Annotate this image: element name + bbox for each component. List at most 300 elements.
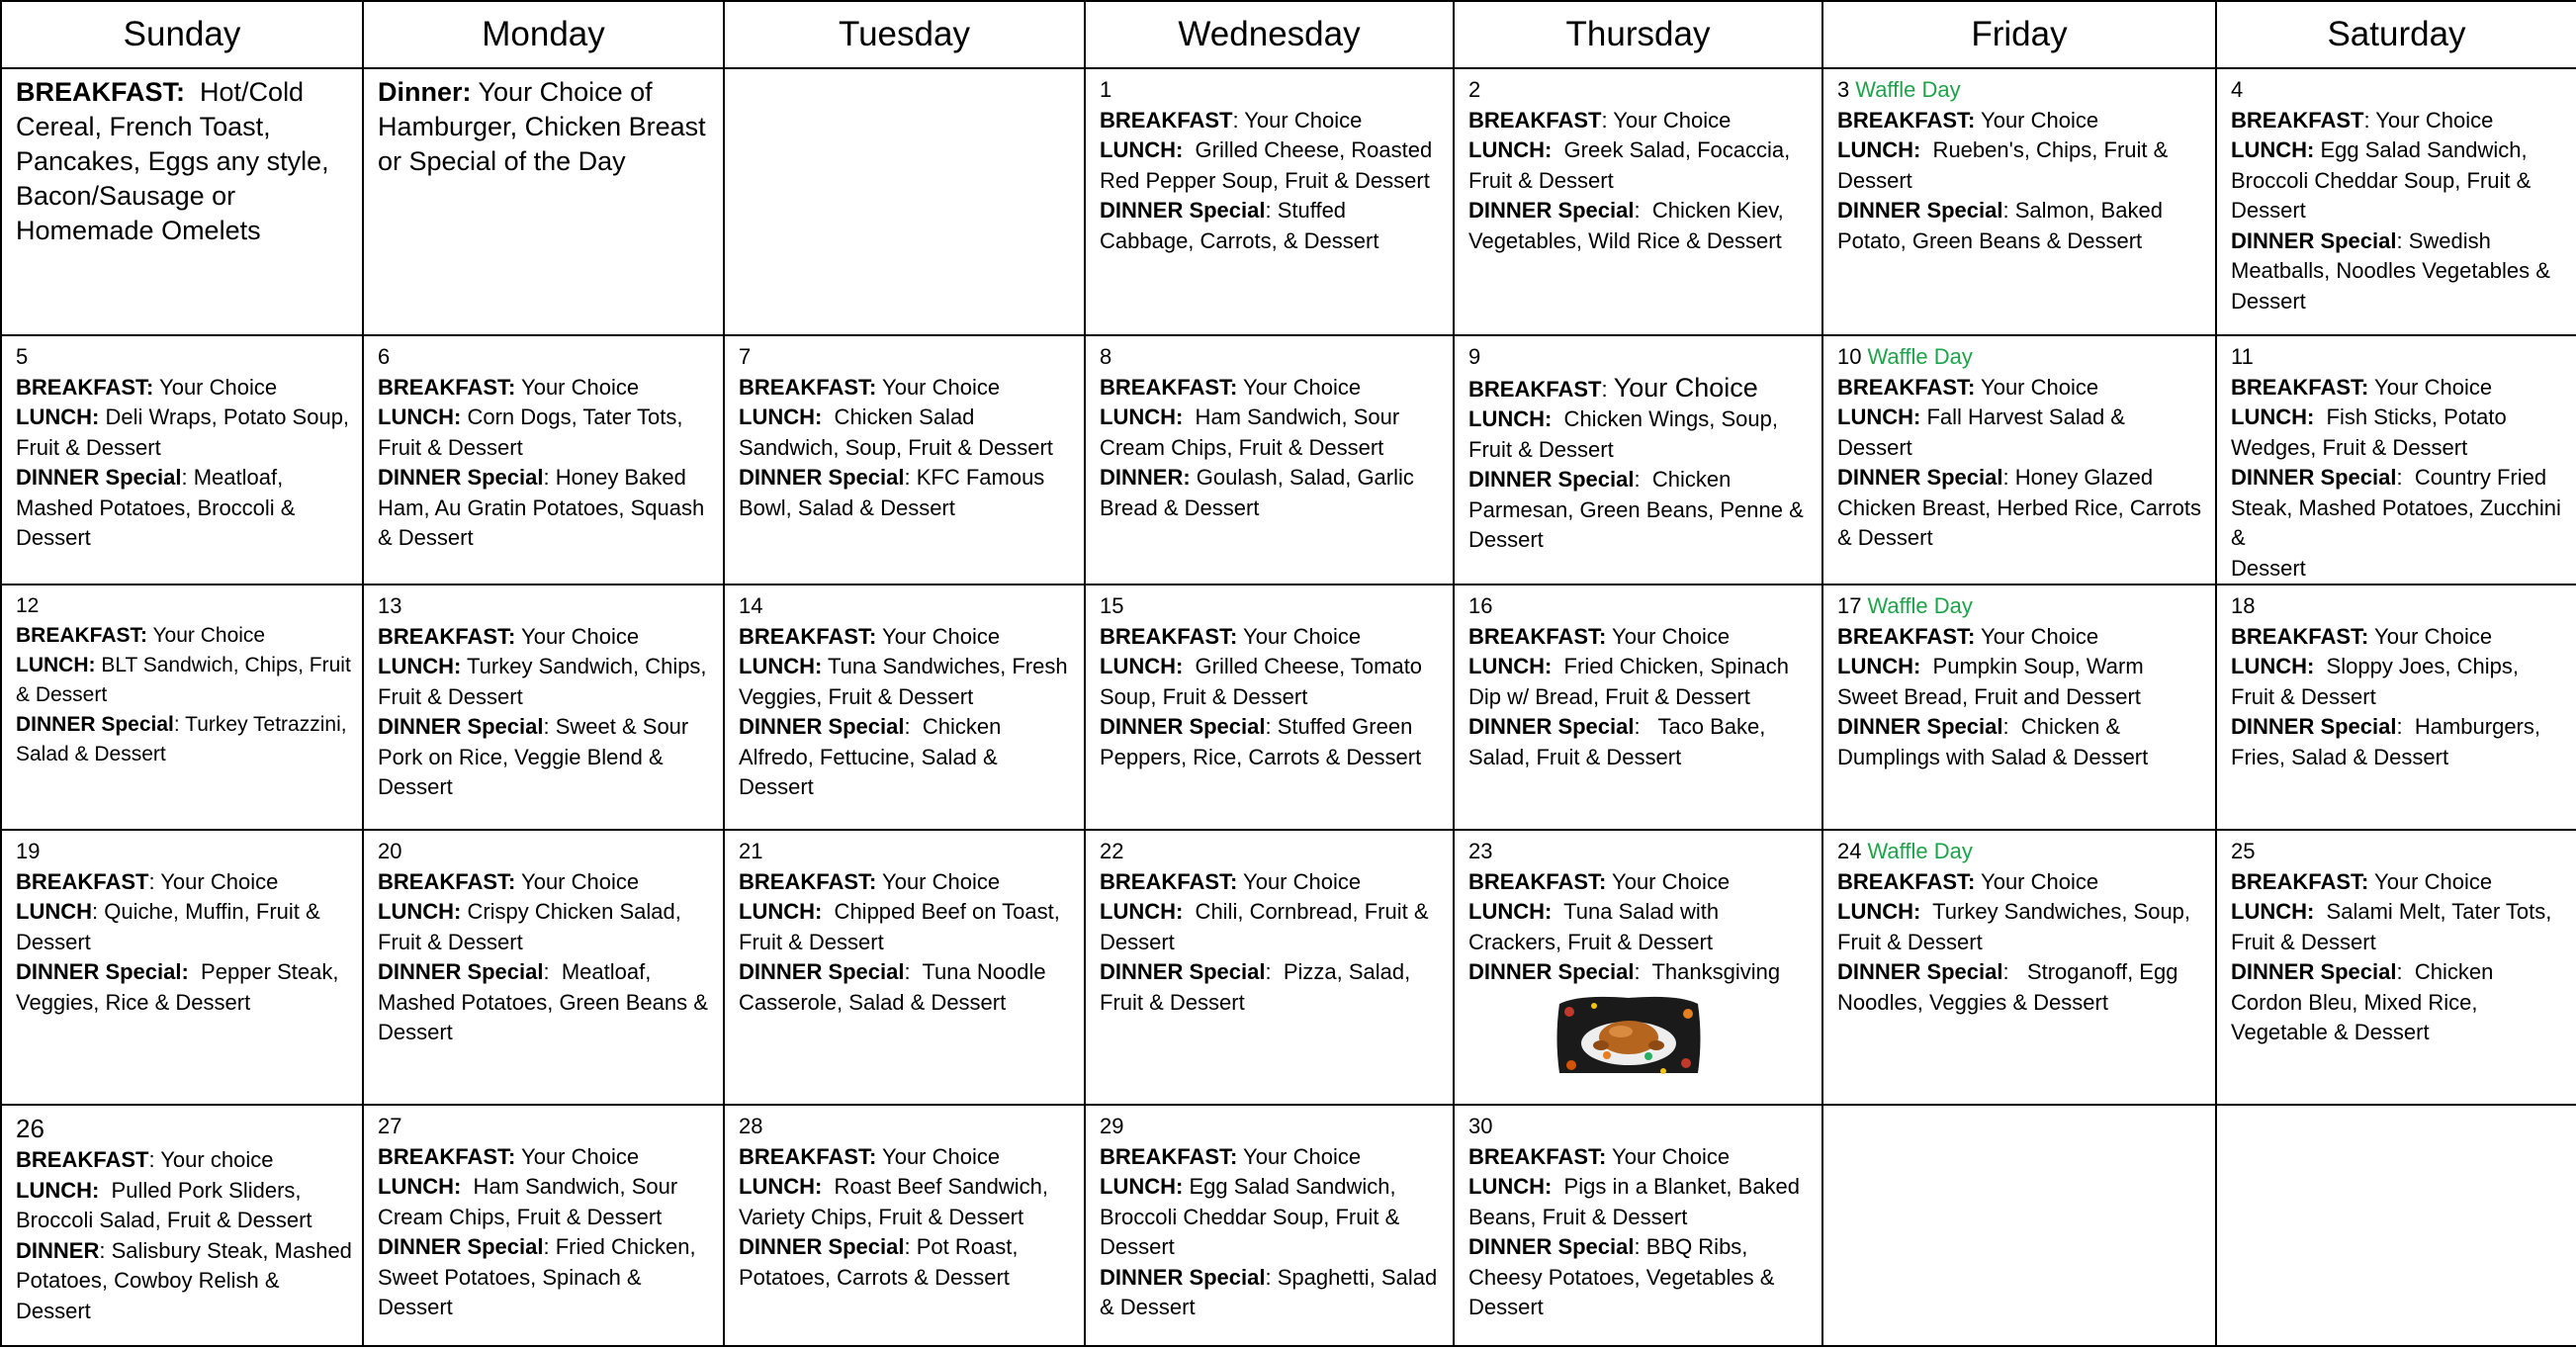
day-number-text: 9 xyxy=(1468,344,1481,369)
menu-line xyxy=(739,463,1074,523)
meal-label: LUNCH: xyxy=(16,1177,100,1203)
meal-label: LUNCH: xyxy=(739,405,823,429)
menu-line xyxy=(1837,867,2205,898)
day-number xyxy=(2231,591,2566,622)
menu-line xyxy=(378,463,713,554)
menu-line xyxy=(1468,622,1812,653)
empty-day-cell xyxy=(1822,1105,2216,1346)
day-cell xyxy=(1,585,363,830)
meal-label: BREAKFAST: xyxy=(1837,623,1976,649)
meal-label: LUNCH: xyxy=(378,899,462,924)
meal-label: DINNER Special xyxy=(378,959,544,984)
menu-line xyxy=(2231,135,2566,226)
header-monday: Monday xyxy=(363,1,724,68)
meal-text: Pigs in a Blanket, Baked Beans, Fruit & Dessert xyxy=(1468,1174,1807,1229)
menu-line xyxy=(1100,1263,1443,1323)
day-number xyxy=(739,1112,1074,1142)
menu-line xyxy=(1100,957,1443,1018)
day-number-text: 28 xyxy=(739,1114,763,1138)
menu-line xyxy=(378,1142,713,1173)
menu-line xyxy=(378,957,713,1048)
day-number xyxy=(739,591,1074,622)
meal-text: Dessert xyxy=(2231,555,2306,581)
day-cell xyxy=(1454,335,1822,585)
day-cell xyxy=(724,335,1085,585)
menu-line xyxy=(1100,712,1443,772)
meal-label: BREAKFAST: xyxy=(1837,868,1976,894)
note-text: Your Choice of Hamburger, Chicken Breast or Special of the Day xyxy=(378,77,706,176)
day-number-text: 15 xyxy=(1100,593,1124,618)
meal-text: Turkey Sandwich, Chips, Fruit & Dessert xyxy=(378,654,713,709)
day-number xyxy=(1837,342,2205,373)
meal-label: DINNER Special xyxy=(2231,959,2397,984)
meal-label: LUNCH: xyxy=(1468,137,1553,162)
day-cell xyxy=(363,830,724,1105)
day-number xyxy=(1837,75,2205,106)
meal-text: Roast Beef Sandwich, Variety Chips, Fruit & Dessert xyxy=(739,1174,1055,1229)
day-number-text: 23 xyxy=(1468,839,1493,863)
menu-line xyxy=(739,1232,1074,1293)
menu-line xyxy=(2231,106,2566,136)
meal-text: Grilled Cheese, Roasted Red Pepper Soup, Fruit & Dessert xyxy=(1100,137,1439,193)
day-number-text: 4 xyxy=(2231,77,2244,102)
meal-label: LUNCH: xyxy=(1468,1174,1553,1199)
menu-line xyxy=(1100,196,1443,256)
menu-line xyxy=(1100,373,1443,404)
meal-label: LUNCH: xyxy=(739,899,823,924)
menu-line xyxy=(2231,712,2566,772)
menu-line xyxy=(16,867,352,898)
day-number xyxy=(1100,75,1443,106)
meal-label: LUNCH: xyxy=(1468,406,1553,431)
meal-text: Salami Melt, Tater Tots, Fruit & Dessert xyxy=(2231,899,2558,954)
meal-label: BREAKFAST xyxy=(16,868,149,894)
menu-line xyxy=(1468,196,1812,256)
menu-line xyxy=(2231,226,2566,317)
day-cell xyxy=(1,335,363,585)
waffle-day-badge: Waffle Day xyxy=(1855,77,1961,102)
meal-text: : Meatloaf, Mashed Potatoes, Broccoli & Dessert xyxy=(16,465,302,550)
meal-label: BREAKFAST: xyxy=(378,868,516,894)
day-cell xyxy=(1822,335,2216,585)
day-number-text: 13 xyxy=(378,593,402,618)
menu-line xyxy=(739,712,1074,803)
meal-text: : Stroganoff, Egg Noodles, Veggies & Dessert xyxy=(1837,959,2184,1015)
day-number-text: 16 xyxy=(1468,593,1493,618)
day-cell xyxy=(1,830,363,1105)
meal-text: Tuna Sandwiches, Fresh Veggies, Fruit & Dessert xyxy=(739,654,1074,709)
meal-text: Your Choice xyxy=(876,374,1001,400)
meal-text: Rueben's, Chips, Fruit & Dessert xyxy=(1837,137,2175,193)
meal-label: LUNCH: xyxy=(1837,137,1921,162)
menu-line xyxy=(2231,652,2566,712)
day-number xyxy=(16,591,352,621)
day-cell xyxy=(1085,335,1454,585)
day-cell xyxy=(1822,68,2216,335)
day-number xyxy=(378,591,713,622)
meal-text: : Chicken Cordon Bleu, Mixed Rice, Vegetable & Dessert xyxy=(2231,959,2500,1044)
menu-line xyxy=(1100,135,1443,196)
meal-text: Chicken Wings, Soup, Fruit & Dessert xyxy=(1468,406,1785,462)
meal-text: Sloppy Joes, Chips, Fruit & Dessert xyxy=(2231,654,2526,709)
meal-text: Your Choice xyxy=(1975,107,2099,133)
day-number xyxy=(739,342,1074,373)
meal-text: Chili, Cornbread, Fruit & Dessert xyxy=(1100,899,1435,954)
meal-label: DINNER Special xyxy=(1837,959,2003,984)
meal-text: : Sweet & Sour Pork on Rice, Veggie Blend & Dessert xyxy=(378,714,695,799)
menu-line xyxy=(1837,897,2205,957)
meal-text: : Chicken & Dumplings with Salad & Dessert xyxy=(1837,714,2149,769)
meal-text: Your Choice xyxy=(515,374,640,400)
menu-line xyxy=(1468,712,1812,772)
day-number xyxy=(16,837,352,867)
day-number-text: 17 xyxy=(1837,593,1862,618)
meal-text: Goulash, Salad, Garlic Bread & Dessert xyxy=(1100,465,1421,520)
thanksgiving-turkey-icon xyxy=(1550,994,1708,1083)
meal-text: : Tuna Noodle Casserole, Salad & Dessert xyxy=(739,959,1052,1015)
meal-label: BREAKFAST xyxy=(1468,376,1602,402)
day-number xyxy=(1468,837,1812,867)
meal-text: : Stuffed Green Peppers, Rice, Carrots & Dessert xyxy=(1100,714,1422,769)
day-number-text: 25 xyxy=(2231,839,2256,863)
day-number xyxy=(1837,591,2205,622)
meal-label: BREAKFAST: xyxy=(16,374,154,400)
day-number-text: 27 xyxy=(378,1114,402,1138)
meal-label: BREAKFAST: xyxy=(739,1143,877,1169)
menu-line xyxy=(1837,652,2205,712)
meal-text: : Your Choice xyxy=(148,868,279,894)
day-cell xyxy=(2216,830,2576,1105)
menu-line xyxy=(1837,622,2205,653)
empty-day-cell xyxy=(724,68,1085,335)
meal-label: LUNCH: xyxy=(739,1174,823,1199)
day-number-text: 1 xyxy=(1100,77,1112,102)
meal-label: BREAKFAST xyxy=(1468,107,1602,133)
meal-label: DINNER Special xyxy=(2231,465,2397,490)
meal-text: : Your Choice xyxy=(1601,107,1732,133)
meal-label: LUNCH: xyxy=(378,654,462,678)
menu-line xyxy=(16,433,352,464)
menu-line xyxy=(1468,957,1812,988)
meal-text: : Pizza, Salad, Fruit & Dessert xyxy=(1100,959,1417,1015)
day-cell xyxy=(1454,830,1822,1105)
menu-line xyxy=(16,463,352,554)
meal-label: DINNER Special xyxy=(1837,198,2003,223)
day-number xyxy=(1100,591,1443,622)
meal-text: Your Choice xyxy=(2368,374,2493,400)
day-number-text: 3 xyxy=(1837,77,1850,102)
meal-text: : Spaghetti, Salad & Dessert xyxy=(1100,1264,1444,1319)
meal-text: Tuna Salad with Crackers, Fruit & Dessert xyxy=(1468,899,1726,954)
menu-line xyxy=(1837,196,2205,256)
meal-label: LUNCH: xyxy=(16,654,96,676)
meal-text: : Salmon, Baked Potato, Green Beans & Dessert xyxy=(1837,198,2170,253)
meal-label: DINNER Special xyxy=(1468,959,1635,984)
menu-line xyxy=(739,403,1074,463)
menu-line xyxy=(1837,463,2208,554)
meal-text: : Chicken Alfredo, Fettucine, Salad & Dessert xyxy=(739,714,1007,799)
menu-line xyxy=(1837,712,2205,772)
meal-label: DINNER Special xyxy=(739,714,905,739)
meal-label: LUNCH: xyxy=(1837,405,1921,429)
meal-text: Your Choice xyxy=(1613,372,1758,403)
menu-line xyxy=(2231,373,2566,404)
menu-line xyxy=(1100,106,1443,136)
header-saturday: Saturday xyxy=(2216,1,2576,68)
day-cell xyxy=(1085,68,1454,335)
meal-text: : Chicken Kiev, Vegetables, Wild Rice & Dessert xyxy=(1468,198,1790,253)
waffle-day-badge: Waffle Day xyxy=(1867,839,1973,863)
note-label: Dinner: xyxy=(378,77,472,107)
menu-line xyxy=(378,897,713,957)
meal-text: Deli Wraps, Potato Soup, xyxy=(99,405,350,429)
menu-line xyxy=(1837,135,2205,196)
menu-line xyxy=(2231,622,2566,653)
day-number xyxy=(2231,342,2566,373)
day-cell xyxy=(2216,68,2576,335)
meal-label: DINNER Special xyxy=(739,1234,905,1259)
meal-label: DINNER: xyxy=(1100,465,1191,490)
meal-text: Your Choice xyxy=(1606,623,1731,649)
meal-label: BREAKFAST: xyxy=(739,623,877,649)
day-cell xyxy=(1085,1105,1454,1346)
day-cell xyxy=(1085,585,1454,830)
week-row-3 xyxy=(1,585,2576,830)
meal-text: : Chicken Parmesan, Green Beans, Penne & Dessert xyxy=(1468,467,1810,552)
menu-line xyxy=(1837,106,2205,136)
meal-label: DINNER Special xyxy=(1100,714,1266,739)
day-cell xyxy=(363,585,724,830)
day-cell xyxy=(1085,830,1454,1105)
meal-label: LUNCH: xyxy=(1468,899,1553,924)
meal-text: : Your Choice xyxy=(1232,107,1363,133)
day-number xyxy=(2231,75,2566,106)
meal-text: : Fried Chicken, Sweet Potatoes, Spinach & Dessert xyxy=(378,1234,702,1319)
day-cell xyxy=(1822,585,2216,830)
menu-line xyxy=(739,1172,1074,1232)
day-number-text: 11 xyxy=(2231,344,2254,369)
week-row-5 xyxy=(1,1105,2576,1346)
menu-line xyxy=(378,1172,713,1232)
day-number xyxy=(1100,837,1443,867)
meal-text: Pulled Pork Sliders, Broccoli Salad, Fruit & Dessert xyxy=(16,1177,312,1232)
meal-text: BLT Sandwich, Chips, Fruit & Dessert xyxy=(16,654,357,706)
menu-line xyxy=(1100,1172,1443,1263)
meal-text: Your Choice xyxy=(515,623,640,649)
meal-label: DINNER Special xyxy=(739,465,905,490)
day-number-text: 5 xyxy=(16,344,29,369)
menu-line xyxy=(739,1142,1074,1173)
meal-label: LUNCH: xyxy=(378,1174,462,1199)
menu-line xyxy=(1468,135,1812,196)
menu-line xyxy=(1468,465,1812,556)
meal-text: Your Choice xyxy=(1975,868,2099,894)
meal-text: Your Choice xyxy=(1237,623,1362,649)
day-number-text: 19 xyxy=(16,839,41,863)
meal-text: Your Choice xyxy=(147,624,266,647)
menu-line xyxy=(2231,897,2566,957)
meal-text: : Pot Roast, Potatoes, Carrots & Dessert xyxy=(739,1234,1024,1290)
meal-text: : KFC Famous Bowl, Salad & Dessert xyxy=(739,465,1051,520)
menu-line xyxy=(16,621,352,651)
meal-text: Fall Harvest Salad & Dessert xyxy=(1837,405,2132,460)
day-number xyxy=(739,837,1074,867)
meal-text: Your Choice xyxy=(2368,868,2493,894)
meal-label: LUNCH: xyxy=(1100,899,1184,924)
meal-text: : Country Fried Steak, Mashed Potatoes, Zucchini & xyxy=(2231,465,2567,550)
meal-text: Egg Salad Sandwich, Broccoli Cheddar Soup, Fruit & Dessert xyxy=(1100,1174,1406,1259)
header-sunday: Sunday xyxy=(1,1,363,68)
week-row-4 xyxy=(1,830,2576,1105)
day-number-text: 8 xyxy=(1100,344,1112,369)
meal-text: : Turkey Tetrazzini, Salad & Dessert xyxy=(16,713,353,765)
meal-label: BREAKFAST: xyxy=(1100,1143,1238,1169)
menu-line xyxy=(739,957,1074,1018)
waffle-day-badge: Waffle Day xyxy=(1867,344,1973,369)
meal-label: LUNCH: xyxy=(739,654,823,678)
menu-line xyxy=(1100,652,1443,712)
menu-line xyxy=(739,867,1074,898)
day-cell xyxy=(1454,585,1822,830)
day-cell xyxy=(363,335,724,585)
meal-text: Greek Salad, Focaccia, Fruit & Dessert xyxy=(1468,137,1797,193)
day-number-text: 21 xyxy=(739,839,763,863)
empty-day-cell xyxy=(2216,1105,2576,1346)
day-cell xyxy=(1,1105,363,1346)
menu-line xyxy=(2231,957,2566,1048)
menu-line xyxy=(1100,867,1443,898)
meal-label: DINNER Special xyxy=(2231,227,2397,253)
weekday-header-row xyxy=(1,1,2576,68)
day-cell xyxy=(1822,830,2216,1105)
meal-label: LUNCH: xyxy=(378,405,462,429)
meal-text: Ham Sandwich, Sour Cream Chips, Fruit & Dessert xyxy=(1100,405,1406,460)
meal-text: : Your choice xyxy=(148,1147,274,1172)
menu-line xyxy=(739,622,1074,653)
day-cell xyxy=(2216,335,2576,585)
meal-label: DINNER Special xyxy=(739,959,905,984)
meal-text: Pumpkin Soup, Warm Sweet Bread, Fruit and Dessert xyxy=(1837,654,2150,709)
meal-label: BREAKFAST: xyxy=(1468,1143,1607,1169)
meal-label: BREAKFAST: xyxy=(2231,623,2369,649)
day-number-text: 22 xyxy=(1100,839,1124,863)
menu-line xyxy=(1468,1232,1812,1323)
day-number xyxy=(1100,342,1443,373)
menu-line xyxy=(1100,897,1443,957)
menu-line xyxy=(16,1145,352,1176)
meal-label: BREAKFAST: xyxy=(1468,868,1607,894)
meal-text: Your Choice xyxy=(876,623,1001,649)
menu-line xyxy=(2231,867,2566,898)
sunday-standing-note xyxy=(1,68,363,335)
day-number-text: 18 xyxy=(2231,593,2256,618)
day-number-text: 7 xyxy=(739,344,752,369)
meal-text: : Taco Bake, Salad, Fruit & Dessert xyxy=(1468,714,1772,769)
meal-text: Your Choice xyxy=(2368,623,2493,649)
note-text: Hot/Cold Cereal, French Toast, Pancakes, Eggs any style, Bacon/Sausage or Homemade Omelets xyxy=(16,77,329,245)
menu-line xyxy=(1100,463,1443,523)
menu-line xyxy=(1468,106,1812,136)
menu-line xyxy=(378,373,713,404)
header-wednesday: Wednesday xyxy=(1085,1,1454,68)
header-friday: Friday xyxy=(1822,1,2216,68)
meal-label: LUNCH: xyxy=(1468,654,1553,678)
meal-label: DINNER Special xyxy=(1837,465,2003,490)
meal-label: LUNCH: xyxy=(2231,899,2315,924)
meal-label: LUNCH: xyxy=(1100,405,1184,429)
week-row-1 xyxy=(1,68,2576,335)
menu-line xyxy=(739,373,1074,404)
meal-label: BREAKFAST: xyxy=(378,1143,516,1169)
meal-text: : Honey Glazed Chicken Breast, Herbed Rice, Carrots & Dessert xyxy=(1837,465,2208,550)
meal-text: Fish Sticks, Potato Wedges, Fruit & Dessert xyxy=(2231,405,2513,460)
day-number-text: 14 xyxy=(739,593,763,618)
meal-label: LUNCH: xyxy=(2231,137,2315,162)
meal-label: BREAKFAST: xyxy=(1837,374,1976,400)
day-number-text: 6 xyxy=(378,344,391,369)
meal-label: BREAKFAST: xyxy=(739,374,877,400)
menu-line xyxy=(2231,403,2566,463)
day-cell xyxy=(724,1105,1085,1346)
header-thursday: Thursday xyxy=(1454,1,1822,68)
menu-line xyxy=(16,373,352,404)
day-number xyxy=(378,1112,713,1142)
meal-text: Your Choice xyxy=(1237,1143,1362,1169)
day-number xyxy=(1837,837,2205,867)
meal-text: Turkey Sandwiches, Soup, Fruit & Dessert xyxy=(1837,899,2197,954)
menu-line xyxy=(16,1236,359,1327)
menu-line xyxy=(1100,622,1443,653)
meal-label: BREAKFAST xyxy=(16,1147,149,1172)
meal-text: Fruit & Dessert xyxy=(16,434,161,460)
meal-label: BREAKFAST: xyxy=(2231,374,2369,400)
menu-line xyxy=(739,897,1074,957)
meal-label: BREAKFAST: xyxy=(1837,107,1976,133)
meal-text: Your Choice xyxy=(1606,1143,1731,1169)
meal-label: BREAKFAST: xyxy=(2231,868,2369,894)
meal-text: Your Choice xyxy=(1237,868,1362,894)
menu-line xyxy=(16,651,357,710)
meal-label: LUNCH: xyxy=(2231,405,2315,429)
day-number xyxy=(1468,591,1812,622)
meal-label: BREAKFAST: xyxy=(16,624,148,647)
meal-text: Chipped Beef on Toast, Fruit & Dessert xyxy=(739,899,1066,954)
day-cell xyxy=(1454,68,1822,335)
meal-text: Your Choice xyxy=(1237,374,1362,400)
header-tuesday: Tuesday xyxy=(724,1,1085,68)
meal-text: : Honey Baked Ham, Au Gratin Potatoes, Squash & Dessert xyxy=(378,465,711,550)
day-number-text: 26 xyxy=(16,1114,44,1143)
meal-text: Crispy Chicken Salad, Fruit & Dessert xyxy=(378,899,687,954)
meal-text: Your Choice xyxy=(153,374,278,400)
monday-standing-note xyxy=(363,68,724,335)
menu-line xyxy=(1468,405,1812,465)
waffle-day-badge: Waffle Day xyxy=(1867,593,1973,618)
menu-line xyxy=(16,403,352,433)
meal-label: DINNER Special xyxy=(2231,714,2397,739)
week-row-2 xyxy=(1,335,2576,585)
meal-text: Your Choice xyxy=(876,1143,1001,1169)
meal-label: LUNCH: xyxy=(1100,1174,1184,1199)
menu-line xyxy=(1837,373,2205,404)
menu-line xyxy=(1100,403,1443,463)
meal-text: Fried Chicken, Spinach Dip w/ Bread, Fruit & Dessert xyxy=(1468,654,1796,709)
menu-line xyxy=(16,1176,352,1236)
meal-text: : Hamburgers, Fries, Salad & Dessert xyxy=(2231,714,2547,769)
meal-label: LUNCH: xyxy=(1100,654,1184,678)
menu-line xyxy=(739,652,1074,712)
day-cell xyxy=(724,585,1085,830)
